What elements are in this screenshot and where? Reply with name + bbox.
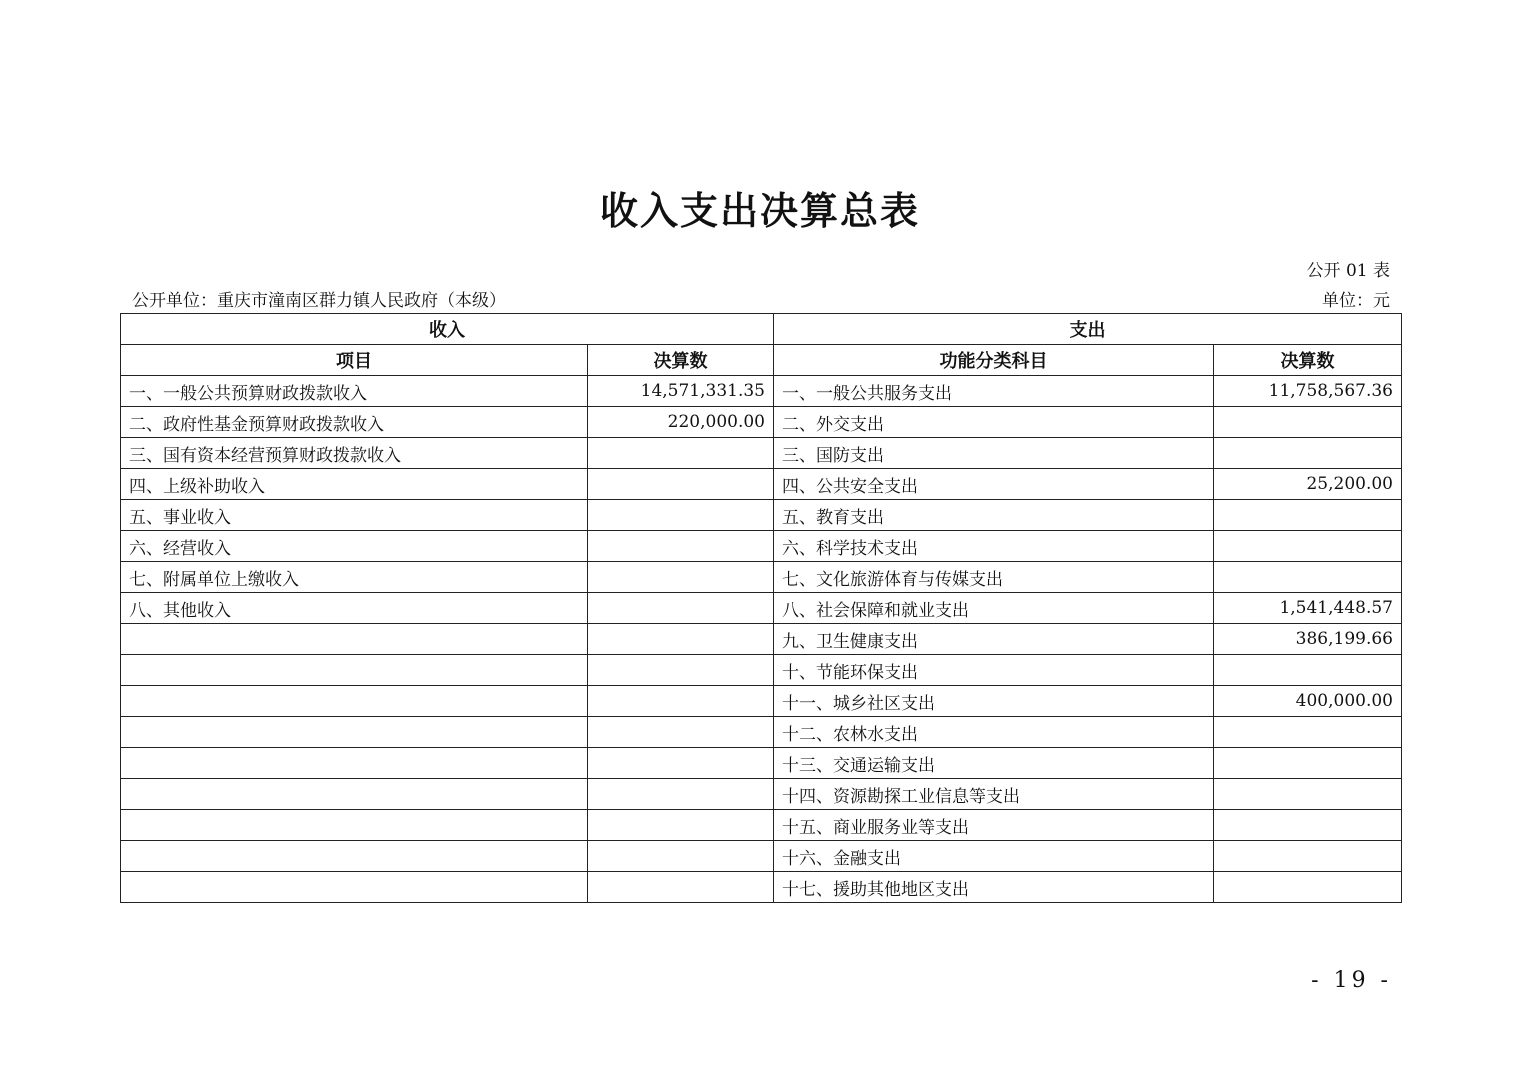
table-row [121, 500, 1402, 531]
expense-item-cell: 四、公共安全支出 [774, 469, 1214, 500]
expense-item-cell: 十一、城乡社区支出 [774, 686, 1214, 717]
income-item-cell [121, 655, 588, 686]
income-item-cell: 二、政府性基金预算财政拨款收入 [121, 407, 588, 438]
table-row [121, 748, 1402, 779]
expense-amount-cell: 386,199.66 [1214, 624, 1402, 655]
income-amount-cell [588, 624, 774, 655]
income-item-cell: 五、事业收入 [121, 500, 588, 531]
income-amount-cell [588, 655, 774, 686]
expense-amount-cell [1214, 810, 1402, 841]
column-header-income-item: 项目 [121, 345, 588, 376]
income-item-cell: 七、附属单位上缴收入 [121, 562, 588, 593]
income-amount-cell [588, 531, 774, 562]
expense-amount-cell: 1,541,448.57 [1214, 593, 1402, 624]
column-header-expense-item: 功能分类科目 [774, 345, 1214, 376]
expense-amount-cell [1214, 748, 1402, 779]
expense-item-cell: 十三、交通运输支出 [774, 748, 1214, 779]
table-row [121, 562, 1402, 593]
expense-amount-cell [1214, 779, 1402, 810]
income-amount-cell [588, 717, 774, 748]
expense-item-cell: 十五、商业服务业等支出 [774, 810, 1214, 841]
income-amount-cell [588, 562, 774, 593]
column-header-income-amount: 决算数 [588, 345, 774, 376]
expense-item-cell: 十、节能环保支出 [774, 655, 1214, 686]
expense-item-cell: 一、一般公共服务支出 [774, 376, 1214, 407]
income-amount-cell [588, 748, 774, 779]
expense-amount-cell [1214, 438, 1402, 469]
expense-amount-cell: 11,758,567.36 [1214, 376, 1402, 407]
expense-item-cell: 二、外交支出 [774, 407, 1214, 438]
table-row [121, 624, 1402, 655]
table-body [121, 376, 1402, 903]
expense-amount-cell [1214, 655, 1402, 686]
expense-item-cell: 十四、资源勘探工业信息等支出 [774, 779, 1214, 810]
income-amount-cell [588, 686, 774, 717]
income-amount-cell [588, 593, 774, 624]
column-header-expense-amount: 决算数 [1214, 345, 1402, 376]
expense-item-cell: 七、文化旅游体育与传媒支出 [774, 562, 1214, 593]
group-header-row [121, 314, 1402, 345]
table-row [121, 810, 1402, 841]
expense-amount-cell [1214, 407, 1402, 438]
table-row [121, 655, 1402, 686]
expense-item-cell: 八、社会保障和就业支出 [774, 593, 1214, 624]
expense-item-cell: 十六、金融支出 [774, 841, 1214, 872]
page-number: - 19 - [1311, 968, 1392, 993]
table-row [121, 438, 1402, 469]
expense-amount-cell: 25,200.00 [1214, 469, 1402, 500]
income-item-cell: 四、上级补助收入 [121, 469, 588, 500]
table-row [121, 469, 1402, 500]
expense-group-header: 支出 [774, 314, 1402, 345]
income-amount-cell [588, 779, 774, 810]
expense-item-cell: 十二、农林水支出 [774, 717, 1214, 748]
income-amount-cell [588, 841, 774, 872]
column-header-row [121, 345, 1402, 376]
income-item-cell: 一、一般公共预算财政拨款收入 [121, 376, 588, 407]
table-row [121, 872, 1402, 903]
table-row [121, 407, 1402, 438]
expense-item-cell: 三、国防支出 [774, 438, 1214, 469]
income-item-cell: 六、经营收入 [121, 531, 588, 562]
summary-table [120, 313, 1402, 903]
expense-amount-cell [1214, 500, 1402, 531]
expense-item-cell: 十七、援助其他地区支出 [774, 872, 1214, 903]
income-amount-cell [588, 469, 774, 500]
income-amount-cell [588, 872, 774, 903]
income-item-cell [121, 810, 588, 841]
income-item-cell [121, 841, 588, 872]
table-row [121, 531, 1402, 562]
table-row [121, 376, 1402, 407]
table-row [121, 593, 1402, 624]
income-amount-cell: 220,000.00 [588, 407, 774, 438]
expense-amount-cell [1214, 872, 1402, 903]
expense-amount-cell [1214, 717, 1402, 748]
page-title: 收入支出决算总表 [599, 188, 920, 233]
income-amount-cell [588, 500, 774, 531]
expense-item-cell: 六、科学技术支出 [774, 531, 1214, 562]
table-row [121, 717, 1402, 748]
income-item-cell: 三、国有资本经营预算财政拨款收入 [121, 438, 588, 469]
income-item-cell: 八、其他收入 [121, 593, 588, 624]
income-item-cell [121, 686, 588, 717]
expense-amount-cell [1214, 531, 1402, 562]
income-group-header: 收入 [121, 314, 774, 345]
table-row [121, 841, 1402, 872]
income-item-cell [121, 717, 588, 748]
form-number: 公开 01 表 [1306, 261, 1390, 281]
table-row [121, 686, 1402, 717]
income-item-cell [121, 624, 588, 655]
table-row [121, 779, 1402, 810]
income-amount-cell [588, 438, 774, 469]
expense-amount-cell [1214, 841, 1402, 872]
income-item-cell [121, 779, 588, 810]
income-item-cell [121, 872, 588, 903]
expense-amount-cell [1214, 562, 1402, 593]
reporting-unit: 公开单位：重庆市潼南区群力镇人民政府（本级） [132, 291, 506, 311]
income-amount-cell [588, 810, 774, 841]
expense-item-cell: 五、教育支出 [774, 500, 1214, 531]
currency-unit: 单位：元 [1322, 291, 1390, 311]
income-amount-cell: 14,571,331.35 [588, 376, 774, 407]
expense-amount-cell: 400,000.00 [1214, 686, 1402, 717]
expense-item-cell: 九、卫生健康支出 [774, 624, 1214, 655]
income-item-cell [121, 748, 588, 779]
